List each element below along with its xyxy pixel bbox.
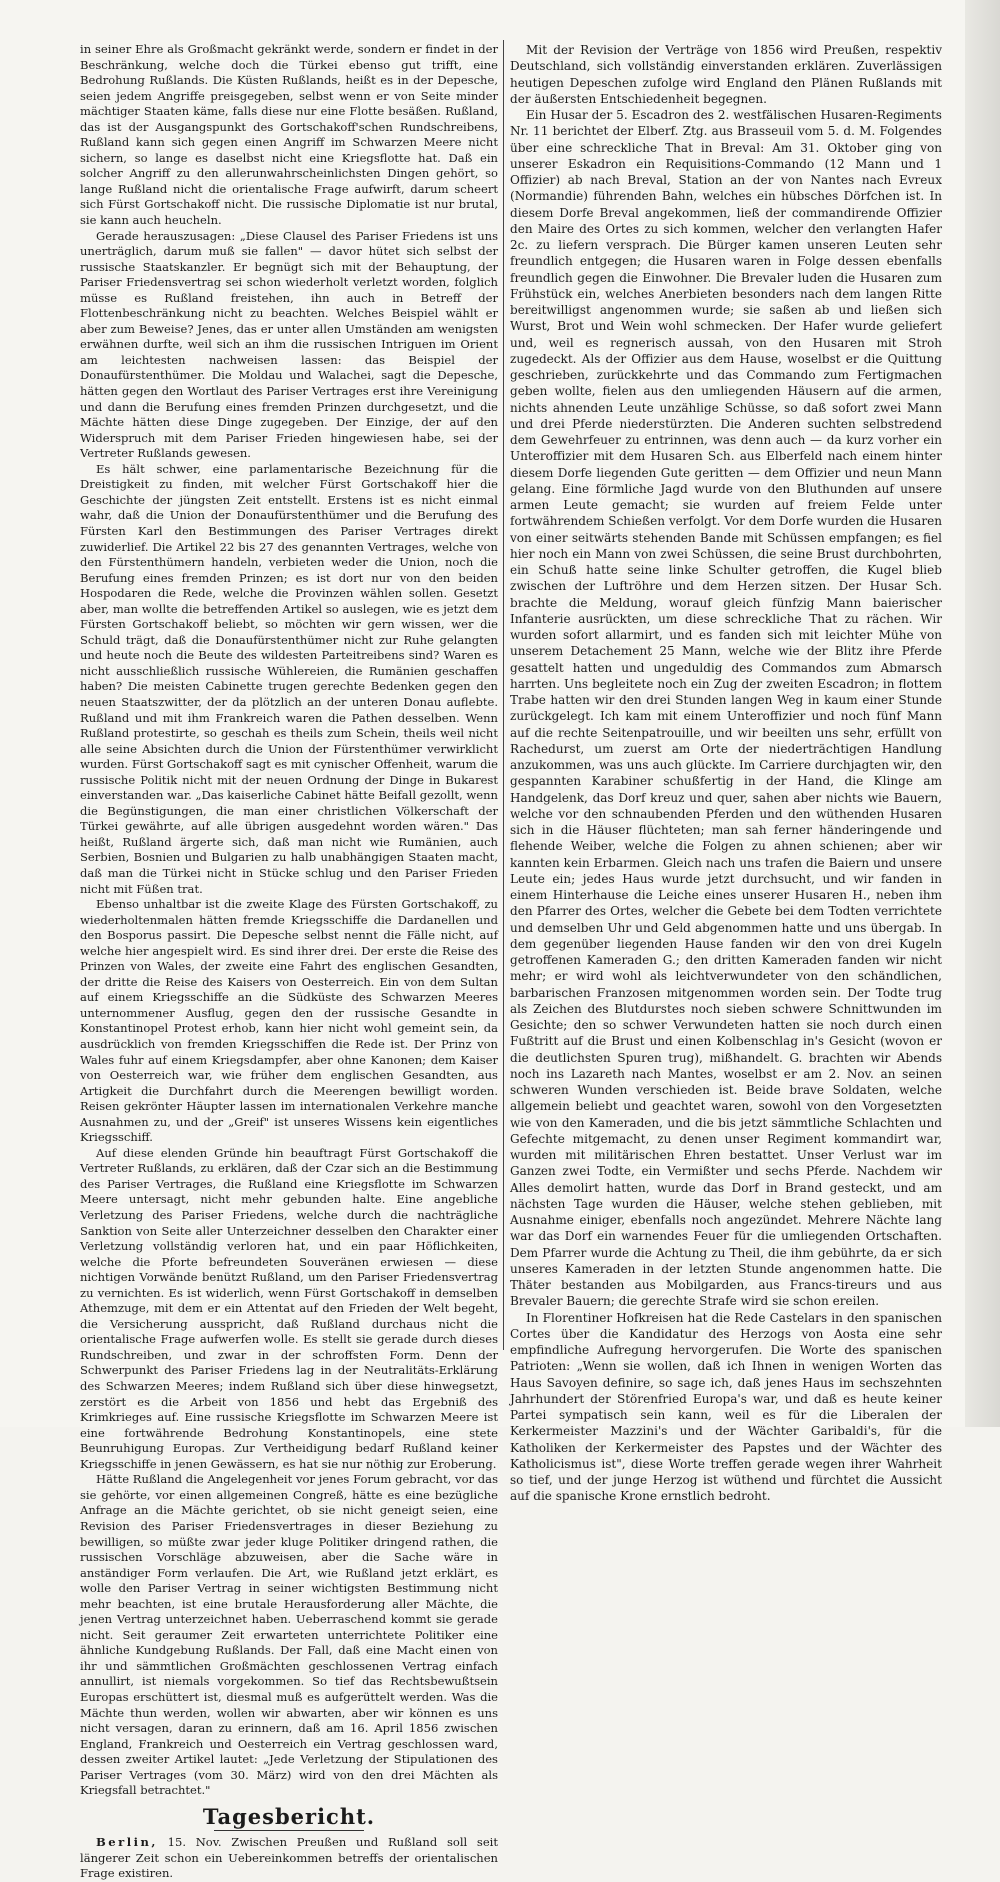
article-paragraph: Es hält schwer, eine parlamentarische Bezeichnung für die Dreistigkeit zu finden, mit welcher Fürst Gortschakoff hier die Geschichte der jüngsten Zeit entstellt. Erstens ist es nicht einmal wahr, daß die Union der Donaufürstenthümer und die Berufung des Fürsten Karl den Bestimmungen des Pariser Vertrages direkt zuwiderlief. Die Artikel 22 bis 27 des genannten Vertrages, welche von den Fürstenthümern handeln, verbieten weder die Union, noch die Berufung eines fremden Prinzen; es ist dort nur von den beiden Hospodaren die Rede, welche die Provinzen wählen sollen. Gesetzt aber, man wollte die betreffenden Artikel so auslegen, wie es jetzt dem Fürsten Gortschakoff beliebt, so möchten wir gern wissen, wer die Schuld trägt, daß die Donaufürstenthümer nicht zur Ruhe gelangten und heute noch die Beute des wildesten Parteitreibens sind? Waren es nicht ausschließlich russische Wühlereien, die Rumänien geschaffen haben? Die meisten Cabinette trugen gerechte Bedenken gegen den neuen Staatszwitter, der da plötzlich an der unteren Donau auflebte. Rußland und mit ihm Frankreich waren die Pathen desselben. Wenn Rußland protestirte, so geschah es theils zum Schein, theils weil nicht alle seine Absichten durch die Union der Fürstenthümer verwirklicht wurden. Fürst Gortschakoff sagt es mit cynischer Offenheit, warum die russische Politik nicht mit der neuen Ordnung der Dinge in Bukarest einverstanden war. „Das kaiserliche Cabinet hätte Beifall gezollt, wenn die Begünstigungen, die man einer christlichen Völkerschaft der Türkei gewährte, auf alle übrigen ausgedehnt worden wären." Das heißt, Rußland ärgerte sich, daß man nicht wie Rumänien, auch Serbien, Bosnien und Bulgarien zu halb unabhängigen Staaten macht, daß man die Türkei nicht in Stücke schlug und den Pariser Frieden nicht mit Füßen trat.	[80, 461, 498, 896]
article-paragraph: Mit der Revision der Verträge von 1856 wird Preußen, respektiv Deutschland, sich vollständig einverstanden erklären. Zuverlässigen heutigen Depeschen zufolge wird England den Plänen Rußlands mit der äußersten Entschiedenheit begegnen.	[510, 43, 942, 106]
section-heading: Tagesbericht.	[202, 1803, 376, 1829]
article-paragraph: In Florentiner Hofkreisen hat die Rede Castelars in den spanischen Cortes über die Kandidatur des Herzogs von Aosta eine sehr empfindliche Aufregung hervorgerufen. Die Worte des spanischen Patrioten: „Wenn sie wollen, daß ich Ihnen in wenigen Worten das Haus Savoyen definire, so sage ich, daß jenes Haus im sechszehnten Jahrhundert der Störenfried Europa's war, und daß es heute keiner Partei sympatisch sein kann, weil es für die Liberalen der Kerkermeister Mazzini's und der Wächter Garibaldi's, für die Katholiken der Kerkermeister des Papstes und der Wächter des Katholicismus ist", diese Worte treffen gerade wegen ihrer Wahrheit so tief, und der junge Herzog ist wüthend und fürchtet die Aussicht auf die spanische Krone ernstlich bedroht.	[510, 1310, 942, 1504]
dateline: Berlin,	[96, 1835, 158, 1850]
article-paragraph: Hätte Rußland die Angelegenheit vor jenes Forum gebracht, vor das sie gehörte, vor einen allgemeinen Congreß, hätte es eine bezügliche Anfrage an die Mächte gerichtet, ob sie nicht geneigt seien, eine Revision des Pariser Friedensvertrages in dieser Beziehung zu bewilligen, so müßte zwar jeder kluge Politiker dringend rathen, die russischen Vorschläge abzuweisen, aber die Sache wäre in anständiger Form verlaufen. Die Art, wie Rußland jetzt erklärt, es wolle den Pariser Vertrag in seiner wichtigsten Bestimmung nicht mehr beachten, ist eine brutale Herausforderung aller Mächte, die jenen Vertrag unterzeichnet haben. Ueberraschend kommt sie gerade nicht. Seit geraumer Zeit erwarteten unterrichtete Politiker eine ähnliche Kundgebung Rußlands. Der Fall, daß eine Macht einen von ihr und sämmtlichen Großmächten geschlossenen Vertrag einfach annullirt, ist niemals vorgekommen. So tief das Rechtsbewußtsein Europas erschüttert ist, diesmal muß es aufgerüttelt werden. Was die Mächte thun werden, wollen wir abwarten, aber wir können es uns nicht versagen, daran zu erinnern, daß am 16. April 1856 zwischen England, Frankreich und Oesterreich ein Vertrag geschlossen ward, dessen zweiter Artikel lautet: „Jede Verletzung der Stipulationen des Pariser Vertrages (vom 30. März) wird von den drei Mächten als Kriegsfall betrachtet."	[80, 1472, 498, 1798]
article-paragraph: Ein Husar der 5. Escadron des 2. westfälischen Husaren-Regiments Nr. 11 berichtet der Elberf. Ztg. aus Brasseuil vom 5. d. M. Folgendes über eine schreckliche That in Breval: Am 31. Oktober ging von unserer Eskadron ein Requisitions-Commando (12 Mann und 1 Offizier) ab nach Breval, Station an der von Nantes nach Evreux (Normandie) führenden Bahn, welches ein hübsches Dörfchen ist. In diesem Dorfe Breval angekommen, ließ der commandirende Offizier den Maire des Ortes zu sich kommen, welcher den verlangten Hafer 2c. zu liefern versprach. Die Bürger kamen unseren Leuten sehr freundlich entgegen; die Husaren waren in Folge dessen ebenfalls freundlich gegen die Einwohner. Die Brevaler luden die Husaren zum Frühstück ein, welches Anerbieten besonders nach dem langen Ritte bereitwilligst angenommen wurde; sie saßen ab und ließen sich Wurst, Brot und Wein wohl schmecken. Der Hafer wurde geliefert und, weil es regnerisch aussah, von den Husaren mit Stroh zugedeckt. Als der Offizier aus dem Hause, woselbst er die Quittung geschrieben, zurückkehrte und das Commando zum Fertigmachen geben wollte, fielen aus den umliegenden Häusern auf die armen, nichts ahnenden Leute unzählige Schüsse, so daß sofort zwei Mann und drei Pferde niederstürzten. Die Anderen suchten selbstredend dem Gewehrfeuer zu entrinnen, was denn auch — da kurz vorher ein Unteroffizier mit dem Husaren Sch. aus Elberfeld nach einem hinter diesem Dorfe liegenden Gute geritten — dem Offizier und neun Mann gelang. Eine förmliche Jagd wurde von den Bluthunden auf unsere armen Leute gemacht; sie wurden auf freiem Felde unter fortwährendem Schießen verfolgt. Vor dem Dorfe wurden die Husaren von einer seitwärts stehenden Bande mit Schüssen empfangen; es fiel hier noch ein Mann von zwei Schüssen, die seine Brust durchbohrten, ein Schuß hatte seine linke Schulter getroffen, die Kugel blieb zwischen der Luftröhre und dem Herzen sitzen. Der Husar Sch. brachte die Meldung, worauf gleich fünfzig Mann baierischer Infanterie ausrückten, um diese schreckliche That zu rächen. Wir wurden sofort allarmirt, und es fanden sich mit leichter Mühe von unserem Detachement 25 Mann, welche wie der Blitz ihre Pferde gesattelt hatten und ungeduldig des Commandos zum Abmarsch harrten. Uns begleitete noch ein Zug der zweiten Escadron; in flottem Trabe hatten wir den drei Stunden langen Weg in kaum einer Stunde zurückgelegt. Ich kam mit einem Unteroffizier und noch fünf Mann auf die rechte Seitenpatrouille, und wir beeilten uns sehr, erfüllt von Rachedurst, um zuerst am Orte der niederträchtigen Handlung anzukommen, was uns auch glückte. Im Carriere durchjagten wir, den gespannten Karabiner schußfertig in der Hand, die Klinge am Handgelenk, das Dorf kreuz und quer, sahen aber nichts wie Bauern, welche vor den schnaubenden Pferden und den wüthenden Husaren sich in die Häuser flüchteten; man sah ferner händeringende und flehende Weiber, welche die Folgen zu ahnen schienen; aber wir kannten kein Erbarmen. Gleich nach uns trafen die Baiern und unsere Leute ein; jedes Haus wurde jetzt durchsucht, und wir fanden in einem Hinterhause die Leiche eines unserer Husaren H., neben ihm den Pfarrer des Ortes, welcher die Gebete bei dem Todten verrichtete und demselben Uhr und Geld abgenommen hatte und uns übergab. In dem gegenüber liegenden Hause fanden wir den von drei Kugeln getroffenen Kameraden G.; den dritten Kameraden fanden wir nicht mehr; er wird wohl als leichtverwundeter von den schändlichen, barbarischen Franzosen mitgenommen worden sein. Der Todte trug als Zeichen des Blutdurstes noch sieben schwere Schnittwunden im Gesichte; den so schwer Verwundeten hatten sie noch durch einen Fußtritt auf die Brust und einen Kolbenschlag in's Gesicht (wovon er die deutlichsten Spuren trug), mißhandelt. G. brachten wir Abends noch ins Lazareth nach Mantes, woselbst er am 2. Nov. an seinen schweren Wunden verschieden ist. Beide brave Soldaten, welche allgemein beliebt und geachtet waren, sowohl von den Vorgesetzten wie von den Kameraden, und die bis jetzt sämmtliche Schlachten und Gefechte mitgemacht, zu denen unser Regiment kommandirt war, wurden mit militärischen Ehren bestattet. Unser Verlust war im Ganzen zwei Todte, ein Vermißter und sechs Pferde. Nachdem wir Alles demolirt hatten, wurde das Dorf in Brand gesteckt, und am nächsten Tage wurden die Häuser, welche stehen geblieben, mit Ausnahme einiger, ebenfalls noch angezündet. Mehrere Nächte lang war das Dorf ein warnendes Feuer für die umliegenden Ortschaften. Dem Pfarrer wurde die Achtung zu Theil, die ihm gebührte, da er sich unseres Kameraden in der letzten Stunde angenommen hatte. Die Thäter bestanden aus Mobilgarden, aus Francs-tireurs und aus Brevaler Bauern; die gerechte Strafe wird sie schon ereilen.	[510, 108, 942, 1309]
article-paragraph: Auf diese elenden Gründe hin beauftragt Fürst Gortschakoff die Vertreter Rußlands, zu erklären, daß der Czar sich an die Bestimmung des Pariser Vertrages, die Rußland eine Kriegsflotte im Schwarzen Meere untersagt, nicht mehr gebunden halte. Eine angebliche Verletzung des Pariser Friedens, welche durch die nachträgliche Sanktion von Seite aller Unterzeichner desselben den Charakter einer Verletzung vollständig verloren hat, und ein paar Höflichkeiten, welche die Pforte befreundeten Souveränen erwiesen — diese nichtigen Vorwände benützt Rußland, um den Pariser Friedensvertrag zu vernichten. Es ist widerlich, wenn Fürst Gortschakoff in demselben Athemzuge, mit dem er ein Attentat auf den Frieden der Welt begeht, die Versicherung ausspricht, daß Rußland durchaus nicht die orientalische Frage aufwerfen wolle. Es stellt sie gerade durch dieses Rundschreiben, und zwar in der schroffsten Form. Denn der Schwerpunkt des Pariser Friedens lag in der Neutralitäts-Erklärung des Schwarzen Meeres; indem Rußland sich über diese hinwegsetzt, zerstört es die Arbeit von 1856 und hebt das Ergebniß des Krimkrieges auf. Eine russische Kriegsflotte im Schwarzen Meere ist eine fortwährende Bedrohung Konstantinopels, eine stete Beunruhigung Europas. Zur Vertheidigung bedarf Rußland keiner Kriegsschiffe in jenen Gewässern, es hat sie nur nöthig zur Eroberung.	[80, 1145, 498, 1471]
news-text: 15. Nov. Zwischen Preußen und Rußland soll seit längerer Zeit schon ein Uebereinkommen betreffs der orientalischen Frage existiren.	[80, 1835, 499, 1881]
news-item-berlin	[80, 1835, 498, 1882]
left-column	[80, 42, 499, 1881]
article-paragraph: Gerade herauszusagen: „Diese Clausel des Pariser Friedens ist uns unerträglich, darum muß sie fallen" — davor hütet sich selbst der russische Staatskanzler. Er begnügt sich mit der Behauptung, der Pariser Friedensvertrag sei schon wiederholt verletzt worden, folglich müsse es Rußland freistehen, ihn auch in Betreff der Flottenbeschränkung nicht zu beachten. Welches Beispiel wählt er aber zum Beweise? Jenes, das er unter allen Umständen am wenigsten erwähnen durfte, weil sich an ihm die russischen Intriguen im Orient am leichtesten nachweisen lassen: das Beispiel der Donaufürstenthümer. Die Moldau und Walachei, sagt die Depesche, hätten gegen den Wortlaut des Pariser Vertrages erst ihre Vereinigung und dann die Berufung eines fremden Prinzen durchgesetzt, und die Mächte hätten diese Dinge zugegeben. Der Einzige, der auf den Widerspruch mit dem Pariser Frieden hingewiesen habe, sei der Vertreter Rußlands gewesen.	[80, 228, 498, 461]
heading-rule	[214, 1830, 364, 1831]
right-column	[510, 42, 942, 1504]
article-paragraph: in seiner Ehre als Großmacht gekränkt werde, sondern er findet in der Beschränkung, welche doch die Türkei ebenso gut trifft, eine Bedrohung Rußlands. Die Küsten Rußlands, heißt es in der Depesche, seien jedem Angriffe preisgegeben, selbst wenn er von Seite minder mächtiger Staaten käme, falls diese nur eine Flotte besäßen. Rußland, das ist der Ausgangspunkt des Gortschakoff'schen Rundschreibens, Rußland kann sich gegen einen Angriff im Schwarzen Meere nicht sichern, so lange es daselbst nicht eine Kriegsflotte hat. Daß ein solcher Angriff zu den allerunwahrscheinlichsten Dingen gehört, so lange Rußland nicht die orientalische Frage aufwirft, darum scheert sich Fürst Gortschakoff nicht. Die russische Diplomatie ist nur brutal, sie kann auch heucheln.	[80, 42, 498, 228]
column-divider	[503, 40, 504, 1350]
page-edge	[965, 0, 1000, 1427]
article-paragraph: Ebenso unhaltbar ist die zweite Klage des Fürsten Gortschakoff, zu wiederholtenmalen hätten fremde Kriegsschiffe die Dardanellen und den Bosporus passirt. Die Depesche selbst nennt die Fälle nicht, auf welche hier angespielt wird. Es sind ihrer drei. Der erste die Reise des Prinzen von Wales, der zweite eine Fahrt des englischen Gesandten, der dritte die Reise des Kaisers von Oesterreich. Ein von dem Sultan auf einem Kriegsschiffe an die Südküste des Schwarzen Meeres unternommener Ausflug, gegen den der russische Gesandte in Konstantinopel Protest erhob, kann hier nicht wohl gemeint sein, da ausdrücklich von fremden Kriegsschiffen die Rede ist. Der Prinz von Wales fuhr auf einem Kriegsdampfer, aber ohne Kanonen; dem Kaiser von Oesterreich war, wie früher dem englischen Gesandten, aus Artigkeit die Durchfahrt durch die Meerengen bewilligt worden. Reisen gekrönter Häupter lassen im internationalen Verkehre manche Ausnahmen zu, und der „Greif" ist unseres Wissens kein eigentliches Kriegsschiff.	[80, 897, 498, 1145]
